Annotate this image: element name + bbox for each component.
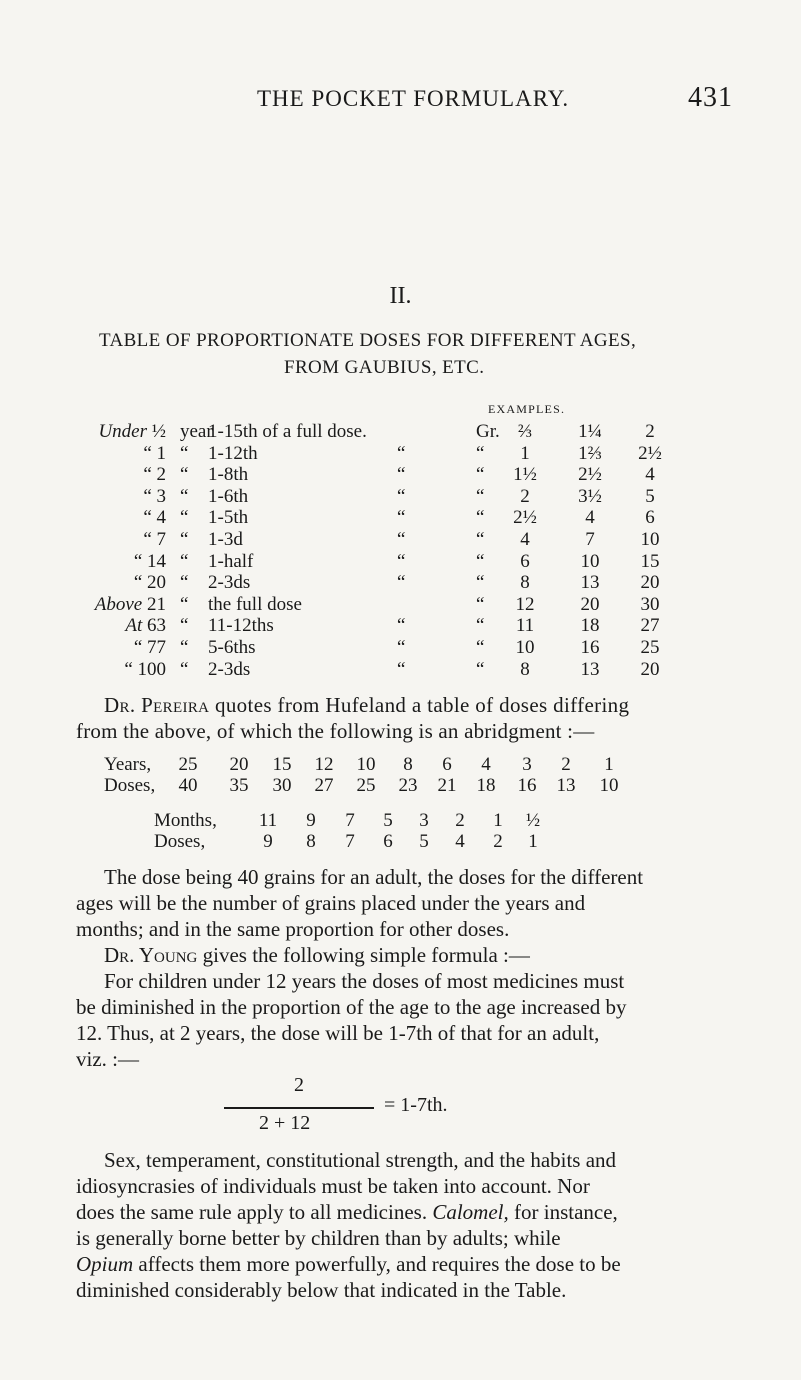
dose-row xyxy=(0,551,801,573)
dose-row-age xyxy=(143,443,166,465)
pereira-name: Dr. Pereira xyxy=(104,693,210,717)
years-doses-label: Doses, xyxy=(104,775,156,796)
dose-row-example-1: 1½ xyxy=(513,464,537,486)
dose-row-example-2: 3½ xyxy=(578,485,602,507)
running-head-title: THE POCKET FORMULARY. xyxy=(257,86,570,111)
sex-text: affects them more powerfully, and requires the dose to be xyxy=(133,1252,621,1276)
young-line xyxy=(104,943,530,968)
years-label: Years, xyxy=(104,754,152,775)
dose-row-example-2: 2½ xyxy=(578,464,602,486)
dose-row-example-2: 1¼ xyxy=(578,421,602,442)
dose-row-age-prefix: “ xyxy=(143,485,157,507)
dose-row-gr: “ xyxy=(476,593,485,615)
dose-row-unit: “ xyxy=(180,658,189,680)
dose-row-example-3: 30 xyxy=(640,593,660,615)
pereira-line1 xyxy=(104,693,629,718)
dose-row-age xyxy=(95,594,166,616)
dose-row-example-1: 8 xyxy=(520,658,530,680)
dose-row xyxy=(0,637,801,659)
dose-row xyxy=(0,443,801,465)
dose-row-example-1: 2½ xyxy=(513,507,537,529)
dose-row-age-prefix: “ xyxy=(124,658,138,680)
year-dose-value: 35 xyxy=(229,775,249,796)
young-name: Dr. Young xyxy=(104,943,198,967)
dose-row-gr: “ xyxy=(476,637,485,658)
dose-row-gr: “ xyxy=(476,529,485,550)
month-dose-value: 4 xyxy=(455,831,465,852)
dose-row-age xyxy=(98,421,166,443)
dose-row-age-value: 20 xyxy=(147,572,166,594)
month-value: 11 xyxy=(258,810,278,831)
dose-row-unit: “ xyxy=(180,442,189,464)
dose-row-fraction: 11-12ths xyxy=(208,615,274,637)
dose-row-example-1: ⅔ xyxy=(517,421,533,442)
dose-row-example-3: 20 xyxy=(640,572,660,594)
dose-row-age-value: 63 xyxy=(147,615,166,637)
dose-row-gr: “ xyxy=(476,464,485,486)
year-dose-value: 21 xyxy=(437,775,457,796)
dose-row-gr: “ xyxy=(476,507,485,529)
children-paragraph-line: 12. Thus, at 2 years, the dose will be 1-7th of that for an adult, xyxy=(76,1021,600,1045)
dose-row-gr: “ xyxy=(476,615,485,637)
formula-result: = 1-7th. xyxy=(384,1094,448,1116)
dose-row-example-3: 4 xyxy=(645,464,655,486)
month-dose-value: 6 xyxy=(383,831,393,852)
sex-paragraph-line xyxy=(76,1252,621,1277)
dose-row-example-1: 2 xyxy=(520,485,530,507)
month-dose-value: 9 xyxy=(263,831,273,852)
year-value: 3 xyxy=(522,754,532,775)
dose-row-example-3: 27 xyxy=(640,615,660,637)
dose-row xyxy=(0,594,801,616)
dose-row-gr: Gr. xyxy=(476,421,500,442)
dose-row-example-2: 20 xyxy=(580,593,600,615)
dose-row-example-1: 10 xyxy=(515,637,535,658)
dose-row-ditto: “ xyxy=(397,485,406,507)
year-value: 8 xyxy=(403,754,413,775)
dose-row xyxy=(0,486,801,508)
dose-row-age-value: 1 xyxy=(156,442,166,464)
dose-row-gr: “ xyxy=(476,572,485,594)
dose-row-example-1: 4 xyxy=(520,529,530,550)
dose-row xyxy=(0,507,801,529)
dose-row-gr: “ xyxy=(476,658,485,680)
dose-row-fraction: the full dose xyxy=(208,593,302,615)
dose-row-unit: “ xyxy=(180,507,189,529)
dose-row-age-value: 14 xyxy=(147,550,166,572)
dose-row-age xyxy=(143,507,166,529)
children-paragraph-line: For children under 12 years the doses of most medicines must xyxy=(104,969,625,993)
dose-row-example-2: 10 xyxy=(580,550,600,572)
dose-row-example-3: 10 xyxy=(640,529,660,550)
dose-row-age-prefix: Above xyxy=(94,593,147,615)
year-value: 2 xyxy=(561,754,571,775)
section-number: II. xyxy=(389,283,412,309)
sex-italic-term: Opium xyxy=(76,1252,134,1276)
dose-row-age-value: 100 xyxy=(137,658,166,680)
dose-row-age-value: 21 xyxy=(147,593,166,615)
month-value: 1 xyxy=(493,810,503,831)
formula-denominator: 2 + 12 xyxy=(259,1112,311,1134)
dose-row xyxy=(0,572,801,594)
dose-row-unit: “ xyxy=(180,529,189,550)
year-value: 25 xyxy=(178,754,198,775)
dose-row-age-value: 7 xyxy=(156,529,166,550)
sex-paragraph-line: diminished considerably below that indicated in the Table. xyxy=(76,1278,567,1302)
dose-row-ditto: “ xyxy=(397,550,406,572)
dose-row-age xyxy=(134,572,166,594)
dose-row-age-prefix: Under xyxy=(98,421,152,442)
dose-row-fraction: 1-5th xyxy=(208,507,249,529)
dose-row-fraction: 2-3ds xyxy=(208,658,251,680)
year-dose-value: 27 xyxy=(314,775,334,796)
dose-row-age xyxy=(143,464,166,486)
dose-row-age-prefix: “ xyxy=(143,442,157,464)
month-dose-value: 7 xyxy=(345,831,355,852)
year-value: 10 xyxy=(356,754,376,775)
dose-row-fraction: 1-12th xyxy=(208,442,258,464)
month-value: 9 xyxy=(306,810,316,831)
formula-numerator: 2 xyxy=(294,1074,304,1096)
month-value: ½ xyxy=(525,810,541,831)
dose-row xyxy=(0,529,801,551)
young-rest: gives the following simple formula :— xyxy=(202,943,530,967)
dose-row-unit: “ xyxy=(180,637,189,658)
year-value: 15 xyxy=(272,754,292,775)
dose-row-unit: “ xyxy=(180,593,189,615)
dose-row-example-3: 20 xyxy=(640,658,660,680)
dose-row-age-value: ½ xyxy=(151,421,166,442)
dose-paragraph-line: months; and in the same proportion for other doses. xyxy=(76,917,510,941)
sex-text: does the same rule apply to all medicines. xyxy=(76,1200,433,1224)
months-doses-label: Doses, xyxy=(154,831,206,852)
dose-row-age-prefix: At xyxy=(125,615,147,637)
dose-row-example-2: 7 xyxy=(585,529,595,550)
dose-row-ditto: “ xyxy=(397,637,406,658)
dose-row-example-3: 2 xyxy=(645,421,655,442)
dose-row-example-2: 13 xyxy=(580,658,600,680)
dose-row-fraction: 1-15th of a full dose. xyxy=(208,421,367,442)
dose-row-example-1: 12 xyxy=(515,593,535,615)
year-dose-value: 16 xyxy=(517,775,537,796)
dose-row-age-value: 3 xyxy=(156,485,166,507)
examples-header: EXAMPLES. xyxy=(488,402,566,416)
pereira-line2: from the above, of which the following is an abridgment :— xyxy=(76,719,595,743)
months-label: Months, xyxy=(154,810,217,831)
dose-row-example-3: 15 xyxy=(640,550,660,572)
year-dose-value: 25 xyxy=(356,775,376,796)
year-value: 4 xyxy=(481,754,491,775)
month-value: 2 xyxy=(455,810,465,831)
month-value: 5 xyxy=(383,810,393,831)
dose-row-ditto: “ xyxy=(397,442,406,464)
page-number: 431 xyxy=(688,82,733,113)
dose-row xyxy=(0,464,801,486)
dose-row-fraction: 5-6ths xyxy=(208,637,256,658)
dose-row-example-1: 6 xyxy=(520,550,530,572)
dose-row-fraction: 1-8th xyxy=(208,464,249,486)
month-dose-value: 1 xyxy=(528,831,538,852)
dose-row-age xyxy=(143,486,166,508)
pereira-line1-rest: quotes from Hufeland a table of doses differing xyxy=(214,693,630,717)
dose-row-ditto: “ xyxy=(397,658,406,680)
month-value: 3 xyxy=(419,810,429,831)
dose-row-example-2: 16 xyxy=(580,637,600,658)
dose-row-gr: “ xyxy=(476,485,485,507)
dose-row-age-prefix: “ xyxy=(143,464,157,486)
dose-row-ditto: “ xyxy=(397,529,406,550)
month-dose-value: 5 xyxy=(419,831,429,852)
dose-row-age-prefix: “ xyxy=(133,637,147,658)
dose-row-example-2: 13 xyxy=(580,572,600,594)
year-dose-value: 30 xyxy=(272,775,292,796)
dose-row-age xyxy=(143,529,166,551)
dose-row-example-3: 5 xyxy=(645,485,655,507)
dose-row-unit: year xyxy=(180,421,213,442)
dose-row xyxy=(0,421,801,443)
dose-row-age-value: 4 xyxy=(156,507,166,529)
dose-row-fraction: 1-6th xyxy=(208,485,249,507)
year-value: 20 xyxy=(229,754,249,775)
dose-row-example-1: 8 xyxy=(520,572,530,594)
dose-row-example-1: 1 xyxy=(520,442,530,464)
month-dose-value: 2 xyxy=(493,831,503,852)
sex-paragraph-line: is generally borne better by children than by adults; while xyxy=(76,1226,561,1250)
dose-row-age-value: 2 xyxy=(156,464,166,486)
dose-row-example-2: 18 xyxy=(580,615,600,637)
dose-row-age xyxy=(134,551,166,573)
year-dose-value: 10 xyxy=(599,775,619,796)
dose-paragraph-line: The dose being 40 grains for an adult, the doses for the different xyxy=(104,865,644,889)
dose-row-example-3: 25 xyxy=(640,637,660,658)
children-paragraph-line: viz. :— xyxy=(76,1047,139,1071)
sex-paragraph-line xyxy=(76,1200,618,1225)
month-value: 7 xyxy=(345,810,355,831)
year-value: 6 xyxy=(442,754,452,775)
formula-fraction-bar xyxy=(224,1107,374,1109)
dose-row-unit: “ xyxy=(180,615,189,637)
dose-row-fraction: 1-3d xyxy=(208,529,243,550)
month-dose-value: 8 xyxy=(306,831,316,852)
dose-row-ditto: “ xyxy=(397,615,406,637)
dose-row-age xyxy=(124,659,166,681)
year-value: 1 xyxy=(604,754,614,775)
children-paragraph-line: be diminished in the proportion of the age to the age increased by xyxy=(76,995,627,1019)
dose-row-age xyxy=(134,637,166,659)
dose-row-age-prefix: “ xyxy=(143,507,157,529)
sex-text: for instance, xyxy=(508,1200,618,1224)
dose-row-example-1: 11 xyxy=(515,615,535,637)
dose-row-example-3: 6 xyxy=(645,507,655,529)
dose-row-fraction: 1-half xyxy=(208,550,254,572)
table-title-line2: FROM GAUBIUS, ETC. xyxy=(284,357,485,378)
dose-row-age-prefix: “ xyxy=(133,572,147,594)
dose-row-ditto: “ xyxy=(397,572,406,594)
sex-italic-term: Calomel, xyxy=(432,1200,509,1224)
dose-row-age-value: 77 xyxy=(147,637,166,658)
dose-row-age xyxy=(125,615,166,637)
year-value: 12 xyxy=(314,754,334,775)
dose-row-unit: “ xyxy=(180,572,189,594)
dose-row-example-3: 2½ xyxy=(638,442,662,464)
table-title-line1: TABLE OF PROPORTIONATE DOSES FOR DIFFERENT AGES, xyxy=(99,330,637,351)
year-dose-value: 40 xyxy=(178,775,198,796)
dose-row-age-prefix: “ xyxy=(133,550,147,572)
year-dose-value: 13 xyxy=(556,775,576,796)
year-dose-value: 23 xyxy=(398,775,418,796)
sex-paragraph-line: Sex, temperament, constitutional strength, and the habits and xyxy=(104,1148,617,1172)
dose-paragraph-line: ages will be the number of grains placed under the years and xyxy=(76,891,586,915)
dose-row-ditto: “ xyxy=(397,464,406,486)
year-dose-value: 18 xyxy=(476,775,496,796)
dose-row-age-prefix: “ xyxy=(143,529,157,550)
dose-row-unit: “ xyxy=(180,464,189,486)
dose-row-example-2: 1⅔ xyxy=(578,442,602,464)
dose-row-unit: “ xyxy=(180,550,189,572)
dose-row xyxy=(0,659,801,681)
dose-row-gr: “ xyxy=(476,442,485,464)
dose-row-fraction: 2-3ds xyxy=(208,572,251,594)
sex-paragraph-line: idiosyncrasies of individuals must be taken into account. Nor xyxy=(76,1174,590,1198)
dose-row-ditto: “ xyxy=(397,507,406,529)
dose-row-gr: “ xyxy=(476,550,485,572)
dose-row xyxy=(0,615,801,637)
dose-row-unit: “ xyxy=(180,485,189,507)
dose-row-example-2: 4 xyxy=(585,507,595,529)
